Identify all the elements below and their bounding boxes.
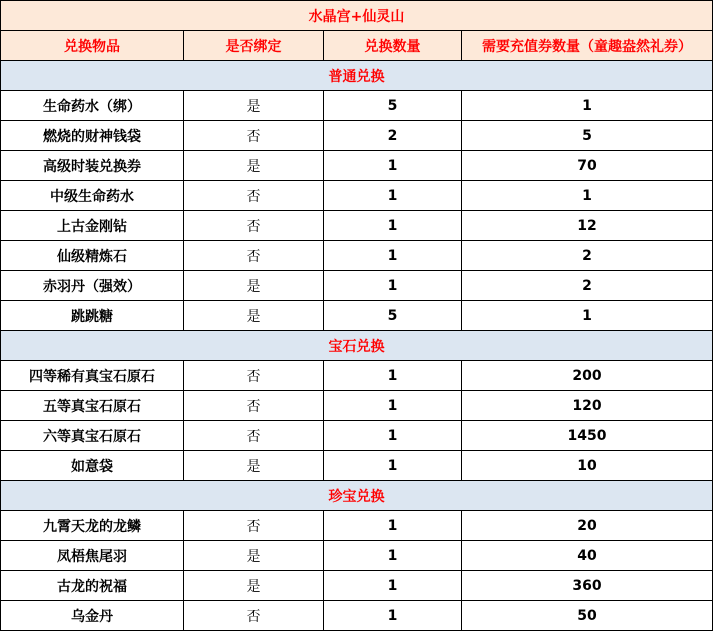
item-name-cell: 生命药水（绑） xyxy=(1,91,184,121)
table-title: 水晶宫+仙灵山 xyxy=(1,1,713,31)
table-row xyxy=(1,541,713,571)
table-row xyxy=(1,421,713,451)
section-row xyxy=(1,331,713,361)
bound-status-cell: 否 xyxy=(184,361,324,391)
item-name-cell: 上古金刚钻 xyxy=(1,211,184,241)
title-row xyxy=(1,1,713,31)
quantity-cell: 5 xyxy=(324,301,462,331)
voucher-cost-cell: 2 xyxy=(462,271,713,301)
item-name-cell: 六等真宝石原石 xyxy=(1,421,184,451)
table-row xyxy=(1,241,713,271)
item-name-cell: 九霄天龙的龙鳞 xyxy=(1,511,184,541)
bound-status-cell: 否 xyxy=(184,121,324,151)
quantity-cell: 1 xyxy=(324,511,462,541)
item-name-cell: 古龙的祝福 xyxy=(1,571,184,601)
table-row xyxy=(1,301,713,331)
item-name-cell: 赤羽丹（强效） xyxy=(1,271,184,301)
quantity-cell: 5 xyxy=(324,91,462,121)
voucher-cost-cell: 120 xyxy=(462,391,713,421)
bound-status-cell: 是 xyxy=(184,541,324,571)
voucher-cost-cell: 360 xyxy=(462,571,713,601)
quantity-cell: 1 xyxy=(324,181,462,211)
table-body xyxy=(1,61,713,631)
bound-status-cell: 是 xyxy=(184,271,324,301)
quantity-cell: 1 xyxy=(324,541,462,571)
section-title: 宝石兑换 xyxy=(1,331,713,361)
section-title: 普通兑换 xyxy=(1,61,713,91)
section-title: 珍宝兑换 xyxy=(1,481,713,511)
bound-status-cell: 否 xyxy=(184,241,324,271)
quantity-cell: 1 xyxy=(324,151,462,181)
table-row xyxy=(1,151,713,181)
bound-status-cell: 否 xyxy=(184,391,324,421)
bound-status-cell: 否 xyxy=(184,211,324,241)
voucher-cost-cell: 10 xyxy=(462,451,713,481)
bound-status-cell: 否 xyxy=(184,601,324,631)
quantity-cell: 1 xyxy=(324,361,462,391)
bound-status-cell: 是 xyxy=(184,151,324,181)
header-quantity: 兑换数量 xyxy=(324,31,462,61)
bound-status-cell: 是 xyxy=(184,91,324,121)
quantity-cell: 1 xyxy=(324,271,462,301)
section-row xyxy=(1,481,713,511)
voucher-cost-cell: 1 xyxy=(462,301,713,331)
quantity-cell: 1 xyxy=(324,421,462,451)
table-row xyxy=(1,511,713,541)
header-row xyxy=(1,31,713,61)
header-item: 兑换物品 xyxy=(1,31,184,61)
section-row xyxy=(1,61,713,91)
bound-status-cell: 否 xyxy=(184,511,324,541)
item-name-cell: 跳跳糖 xyxy=(1,301,184,331)
voucher-cost-cell: 5 xyxy=(462,121,713,151)
table-row xyxy=(1,391,713,421)
table-row xyxy=(1,91,713,121)
header-bound: 是否绑定 xyxy=(184,31,324,61)
header-cost: 需要充值券数量（童趣盎然礼券） xyxy=(462,31,713,61)
item-name-cell: 四等稀有真宝石原石 xyxy=(1,361,184,391)
table-row xyxy=(1,271,713,301)
table-row xyxy=(1,601,713,631)
quantity-cell: 1 xyxy=(324,241,462,271)
item-name-cell: 仙级精炼石 xyxy=(1,241,184,271)
table-row xyxy=(1,181,713,211)
table-row xyxy=(1,571,713,601)
voucher-cost-cell: 1450 xyxy=(462,421,713,451)
table-row xyxy=(1,451,713,481)
voucher-cost-cell: 20 xyxy=(462,511,713,541)
bound-status-cell: 是 xyxy=(184,301,324,331)
table-row xyxy=(1,211,713,241)
quantity-cell: 1 xyxy=(324,451,462,481)
bound-status-cell: 是 xyxy=(184,451,324,481)
item-name-cell: 如意袋 xyxy=(1,451,184,481)
voucher-cost-cell: 50 xyxy=(462,601,713,631)
bound-status-cell: 否 xyxy=(184,421,324,451)
voucher-cost-cell: 1 xyxy=(462,181,713,211)
bound-status-cell: 是 xyxy=(184,571,324,601)
item-name-cell: 五等真宝石原石 xyxy=(1,391,184,421)
item-name-cell: 燃烧的财神钱袋 xyxy=(1,121,184,151)
quantity-cell: 2 xyxy=(324,121,462,151)
quantity-cell: 1 xyxy=(324,601,462,631)
item-name-cell: 高级时装兑换券 xyxy=(1,151,184,181)
quantity-cell: 1 xyxy=(324,571,462,601)
voucher-cost-cell: 1 xyxy=(462,91,713,121)
voucher-cost-cell: 2 xyxy=(462,241,713,271)
quantity-cell: 1 xyxy=(324,211,462,241)
voucher-cost-cell: 200 xyxy=(462,361,713,391)
item-name-cell: 乌金丹 xyxy=(1,601,184,631)
voucher-cost-cell: 12 xyxy=(462,211,713,241)
voucher-cost-cell: 70 xyxy=(462,151,713,181)
quantity-cell: 1 xyxy=(324,391,462,421)
voucher-cost-cell: 40 xyxy=(462,541,713,571)
table-row xyxy=(1,361,713,391)
item-name-cell: 中级生命药水 xyxy=(1,181,184,211)
table-row xyxy=(1,121,713,151)
item-name-cell: 凤梧焦尾羽 xyxy=(1,541,184,571)
bound-status-cell: 否 xyxy=(184,181,324,211)
